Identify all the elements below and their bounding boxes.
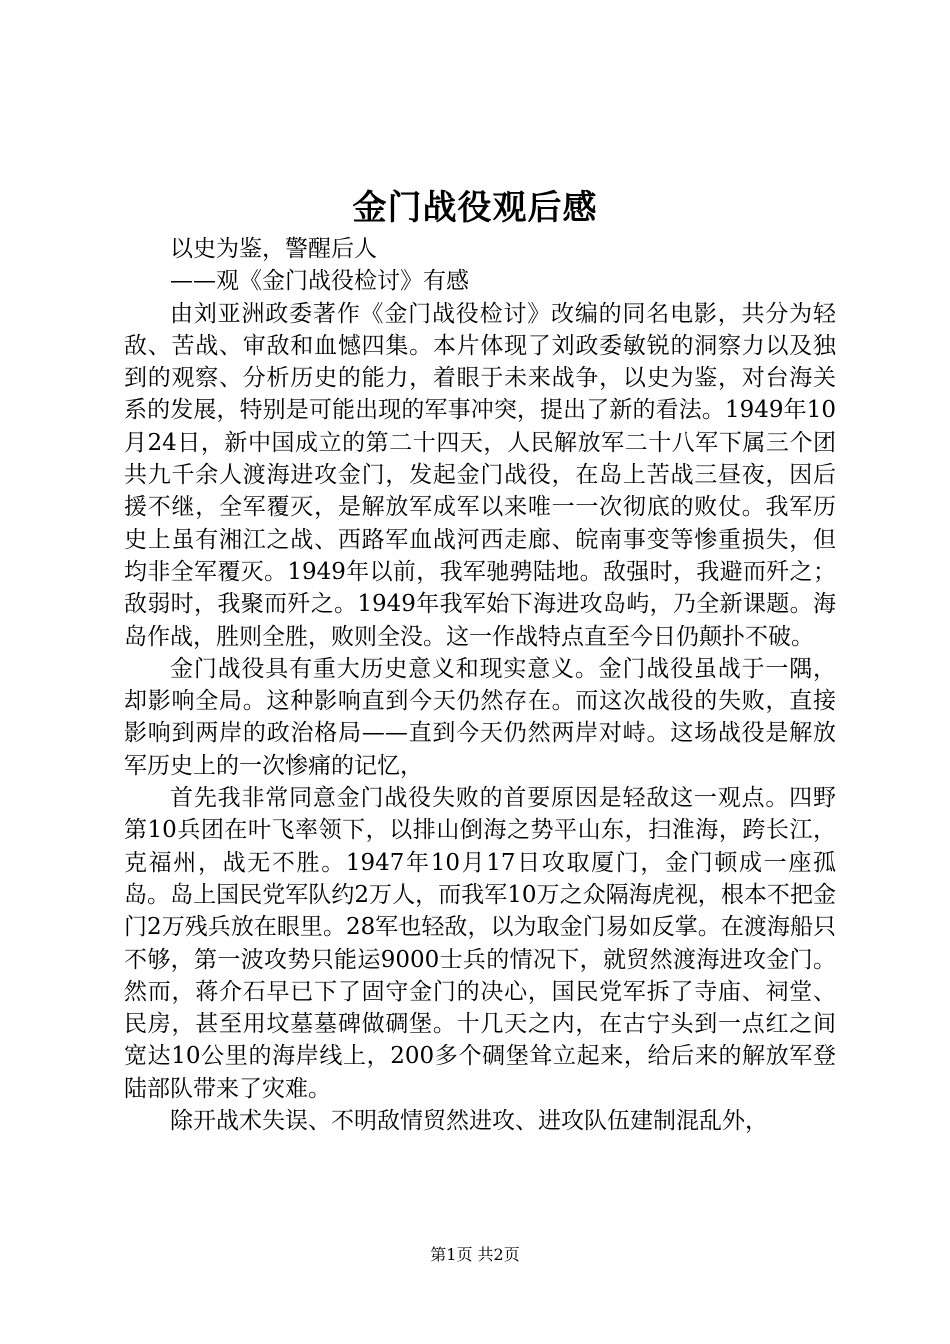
body-paragraph: 首先我非常同意金门战役失败的首要原因是轻敌这一观点。四野第10兵团在叶飞率领下，以排山倒海之势平山东，扫淮海，跨长江，克福州，战无不胜。1947年10月17日攻取厦门，金门顿成一座孤岛。岛上国民党军队约2万人，而我军10万之众隔海虎视，根本不把金门2万残兵放在眼里。28军也轻敌，以为取金门易如反掌。在渡海船只不够，第一波攻势只能运9000士兵的情况下，就贸然渡海进攻金门。然而，蒋介石早已下了固守金门的决心，国民党军拆了寺庙、祠堂、民房，甚至用坟墓墓碑做碉堡。十几天之内，在古宁头到一点红之间宽达10公里的海岸线上，200多个碉堡耸立起来，给后来的解放军登陆部队带来了灾难。 <box>124 785 836 1102</box>
body-paragraph: 除开战术失误、不明敌情贸然进攻、进攻队伍建制混乱外， <box>170 1108 768 1135</box>
document-body <box>124 233 836 1137</box>
subtitle-line: ——观《金门战役检讨》有感 <box>170 268 469 295</box>
body-paragraph: 金门战役具有重大历史意义和现实意义。金门战役虽战于一隅，却影响全局。这种影响直到今天仍然存在。而这次战役的失败，直接影响到两岸的政治格局——直到今天仍然两岸对峙。这场战役是解放军历史上的一次惨痛的记忆， <box>124 655 836 779</box>
body-paragraph: 由刘亚洲政委著作《金门战役检讨》改编的同名电影，共分为轻敌、苦战、审敌和血憾四集。本片体现了刘政委敏锐的洞察力以及独到的观察、分析历史的能力，着眼于未来战争，以史为鉴，对台海关系的发展，特别是可能出现的军事冲突，提出了新的看法。1949年10月24日，新中国成立的第二十四天，人民解放军二十八军下属三个团共九千余人渡海进攻金门，发起金门战役，在岛上苦战三昼夜，因后援不继，全军覆灭，是解放军成军以来唯一一次彻底的败仗。我军历史上虽有湘江之战、西路军血战河西走廊、皖南事变等惨重损失，但均非全军覆灭。1949年以前，我军驰骋陆地。敌强时，我避而歼之；敌弱时，我聚而歼之。1949年我军始下海进攻岛屿，乃全新课题。海岛作战，胜则全胜，败则全没。这一作战特点直至今日仍颠扑不破。 <box>124 300 836 650</box>
document-title: 金门战役观后感 <box>352 188 598 228</box>
subtitle-line: 以史为鉴，警醒后人 <box>170 236 377 262</box>
page-number: 第1页 共2页 <box>430 1245 520 1264</box>
